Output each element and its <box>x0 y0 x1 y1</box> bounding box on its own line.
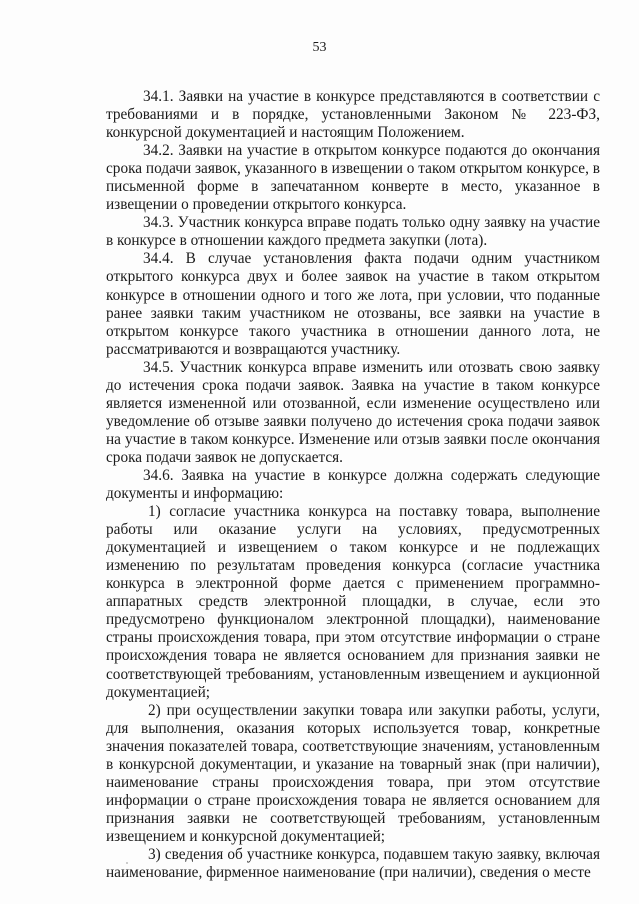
list-item-2: 2) при осуществлении закупки товара или закупки работы, услуги, для выполнения, оказания которых используется товар, конкретные значения показателей товара, соответствующие значениям, установленным в конкурсной документации, и указание на товарный знак (при наличии), наименование страны происхождения товара, при этом отсутствие информации о стране происхождения товара не является основанием для признания заявки не соответствующей требованиям, установленным извещением и конкурсной документацией; <box>106 701 600 845</box>
paragraph-34-2: 34.2. Заявки на участие в открытом конкурсе подаются до окончания срока подачи заявок, указанного в извещении о таком открытом конкурсе, в письменной форме в запечатанном конверте в место, указанное в извещении о проведении открытого конкурса. <box>106 142 600 214</box>
paragraph-34-1: 34.1. Заявки на участие в конкурсе представляются в соответствии с требованиями и в порядке, установленными Законом № 223-ФЗ, конкурсной документацией и настоящим Положением. <box>106 88 600 142</box>
scan-speck <box>126 862 128 864</box>
paragraph-34-6: 34.6. Заявка на участие в конкурсе должна содержать следующие документы и информацию: <box>106 466 600 503</box>
document-body <box>106 88 600 882</box>
page-number: 53 <box>312 40 327 55</box>
paragraph-34-5: 34.5. Участник конкурса вправе изменить или отозвать свою заявку до истечения срока подачи заявок. Заявка на участие в таком конкурсе является измененной или отозванной, если изменение осуществлено или уведомление об отзыве заявки получено до истечения срока подачи заявок на участие в таком конкурсе. Изменение или отзыв заявки после окончания срока подачи заявок не допускается. <box>106 358 600 466</box>
list-item-3: 3) сведения об участнике конкурса, подавшем такую заявку, включая наименование, фирменное наименование (при наличии), сведения о месте <box>106 845 600 882</box>
paragraph-34-4: 34.4. В случае установления факта подачи одним участником открытого конкурса двух и более заявок на участие в таком открытом конкурсе в отношении одного и того же лота, при условии, что поданные ранее заявки таким участником не отозваны, все заявки на участие в открытом конкурсе такого участника в отношении данного лота, не рассматриваются и возвращаются участнику. <box>106 250 600 358</box>
list-item-1: 1) согласие участника конкурса на поставку товара, выполнение работы или оказание услуги на условиях, предусмотренных документацией и извещением о таком конкурсе и не подлежащих изменению по результатам проведения конкурса (согласие участника конкурса в электронной форме дается с применением программно-аппаратных средств электронной площадки, в случае, если это предусмотрено функционалом электронной площадки), наименование страны происхождения товара, при этом отсутствие информации о стране происхождения товара не является основанием для признания заявки не соответствующей требованиям, установленным извещением и аукционной документацией; <box>106 503 600 701</box>
paragraph-34-3: 34.3. Участник конкурса вправе подать только одну заявку на участие в конкурсе в отношении каждого предмета закупки (лота). <box>106 214 600 250</box>
